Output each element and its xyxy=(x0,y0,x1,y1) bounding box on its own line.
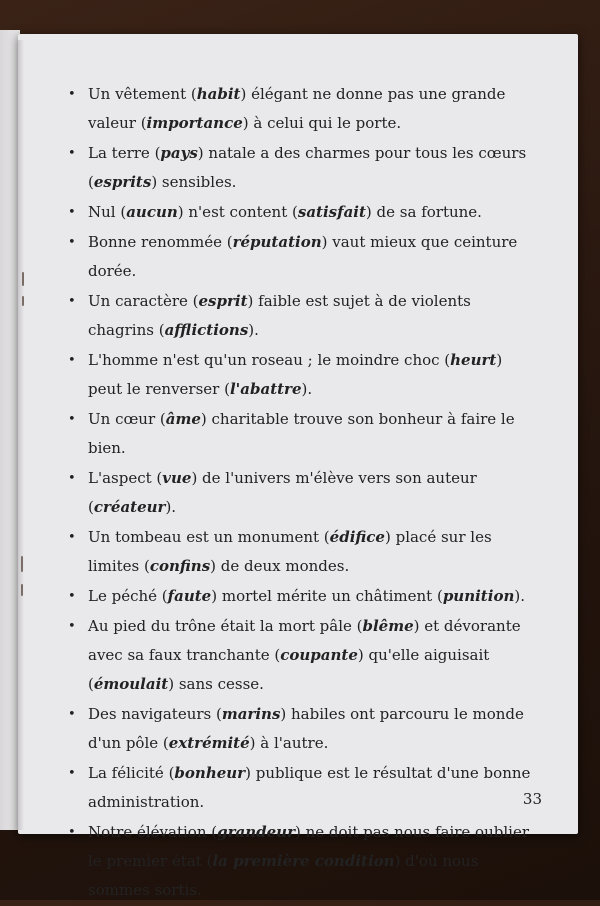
page-number: 33 xyxy=(522,790,542,808)
sentence-text: ) mortel mérite un châtiment ( xyxy=(211,587,443,605)
synonym-term: blême xyxy=(362,617,414,635)
synonym-term: créateur xyxy=(93,498,166,516)
list-item xyxy=(68,80,538,138)
sentence-text: La félicité ( xyxy=(88,764,175,782)
list-item xyxy=(68,582,538,611)
synonym-term: grandeur xyxy=(217,823,295,841)
bullet-icon: • xyxy=(68,87,76,102)
synonym-term: habit xyxy=(196,85,241,103)
sentence-text: Notre élévation ( xyxy=(88,823,218,841)
synonym-term: vue xyxy=(162,469,192,487)
list-item xyxy=(68,818,538,905)
page-gutter-shadow xyxy=(18,40,24,830)
list-item xyxy=(68,139,538,197)
sentence-text: Un vêtement ( xyxy=(88,85,197,103)
book-page xyxy=(18,34,578,899)
list-item xyxy=(68,287,538,345)
synonym-term: faute xyxy=(167,587,212,605)
sentence-text: Des navigateurs ( xyxy=(88,705,222,723)
synonym-term: marins xyxy=(221,705,281,723)
sentence-text: ) sensibles. xyxy=(151,173,237,191)
bullet-icon: • xyxy=(68,530,76,545)
sentence-text: Un tombeau est un monument ( xyxy=(88,528,330,546)
sentence-text: ) de deux mondes. xyxy=(210,557,350,575)
synonym-term: heurt xyxy=(450,351,497,369)
left-page-edge xyxy=(0,30,20,830)
bullet-icon: • xyxy=(68,619,76,634)
synonym-term: punition xyxy=(442,587,515,605)
sentence-text: ) natale a des charmes pour tous les cœurs ( xyxy=(88,144,527,191)
sentence-text: ). xyxy=(248,321,259,339)
list-item xyxy=(68,228,538,286)
list-item xyxy=(68,612,538,699)
synonym-term: édifice xyxy=(329,528,385,546)
sentence-text: Le péché ( xyxy=(88,587,168,605)
synonym-term: afflictions xyxy=(164,321,249,339)
sentence-text: ) à celui qui le porte. xyxy=(242,114,402,132)
synonym-term: confins xyxy=(149,557,211,575)
sentence-text: Au pied du trône était la mort pâle ( xyxy=(88,617,363,635)
synonym-term: réputation xyxy=(232,233,322,251)
bullet-icon: • xyxy=(68,146,76,161)
bullet-icon: • xyxy=(68,825,76,840)
bullet-icon: • xyxy=(68,294,76,309)
synonym-term: aucun xyxy=(126,203,178,221)
bullet-icon: • xyxy=(68,766,76,781)
synonym-term: satisfait xyxy=(297,203,366,221)
synonym-term: esprit xyxy=(198,292,248,310)
sentence-text: ) publique est le résultat d'une bonne administration. xyxy=(88,764,531,811)
sentence-text: ) peut le renverser ( xyxy=(88,351,503,398)
sentence-text: ) vaut mieux que ceinture dorée. xyxy=(88,233,518,280)
sentence-text: ) charitable trouve son bonheur à faire le bien. xyxy=(88,410,515,457)
sentence-text: ) à l'autre. xyxy=(249,734,329,752)
bullet-icon: • xyxy=(68,589,76,604)
sentence-text: La terre ( xyxy=(88,144,161,162)
synonym-term: l'abattre xyxy=(229,380,302,398)
sentence-list xyxy=(68,80,538,906)
sentence-text: ) habiles ont parcouru le monde d'un pôle ( xyxy=(88,705,524,752)
sentence-text: ). xyxy=(165,498,177,516)
sentence-text: L'homme n'est qu'un roseau ; le moindre choc ( xyxy=(88,351,451,369)
sentence-text: Un cœur ( xyxy=(88,410,166,428)
binding-mark xyxy=(21,584,23,596)
bullet-icon: • xyxy=(68,707,76,722)
bullet-icon: • xyxy=(68,412,76,427)
list-item xyxy=(68,346,538,404)
sentence-text: Nul ( xyxy=(88,203,127,221)
sentence-text: ) ne doit pas nous faire oublier le premier état ( xyxy=(88,823,529,870)
list-item xyxy=(68,405,538,463)
bullet-icon: • xyxy=(68,353,76,368)
list-item xyxy=(68,759,538,817)
sentence-text: ) et dévorante avec sa faux tranchante ( xyxy=(88,617,521,664)
list-item xyxy=(68,464,538,522)
synonym-term: bonheur xyxy=(174,764,246,782)
sentence-text: ) placé sur les limites ( xyxy=(88,528,492,575)
sentence-text: ) qu'elle aiguisait ( xyxy=(88,646,490,693)
sentence-text: ) sans cesse. xyxy=(168,675,264,693)
sentence-text: ). xyxy=(301,380,313,398)
bullet-icon: • xyxy=(68,205,76,220)
sentence-text: ) de l'univers m'élève vers son auteur ( xyxy=(88,469,477,516)
bullet-icon: • xyxy=(68,471,76,486)
binding-mark xyxy=(22,272,24,286)
sentence-text: L'aspect ( xyxy=(88,469,163,487)
synonym-term: la première condition xyxy=(212,852,395,870)
synonym-term: âme xyxy=(165,410,201,428)
synonym-term: émoulait xyxy=(93,675,169,693)
synonym-term: pays xyxy=(160,144,198,162)
sentence-text: Bonne renommée ( xyxy=(88,233,233,251)
list-item xyxy=(68,700,538,758)
sentence-text: ). xyxy=(514,587,525,605)
sentence-text: ) faible est sujet à de violents chagrins ( xyxy=(88,292,471,339)
synonym-term: coupante xyxy=(280,646,358,664)
sentence-text: Un caractère ( xyxy=(88,292,199,310)
binding-mark xyxy=(21,556,23,572)
list-item xyxy=(68,523,538,581)
sentence-text: ) élégant ne donne pas une grande valeur ( xyxy=(88,85,506,132)
synonym-term: esprits xyxy=(93,173,152,191)
sentence-text: ) d'où nous sommes sortis. xyxy=(88,852,479,899)
synonym-term: importance xyxy=(146,114,243,132)
binding-mark xyxy=(22,296,24,306)
list-item xyxy=(68,198,538,227)
sentence-text: ) n'est content ( xyxy=(177,203,298,221)
bullet-icon: • xyxy=(68,235,76,250)
synonym-term: extrémité xyxy=(168,734,250,752)
sentence-text: ) de sa fortune. xyxy=(365,203,482,221)
